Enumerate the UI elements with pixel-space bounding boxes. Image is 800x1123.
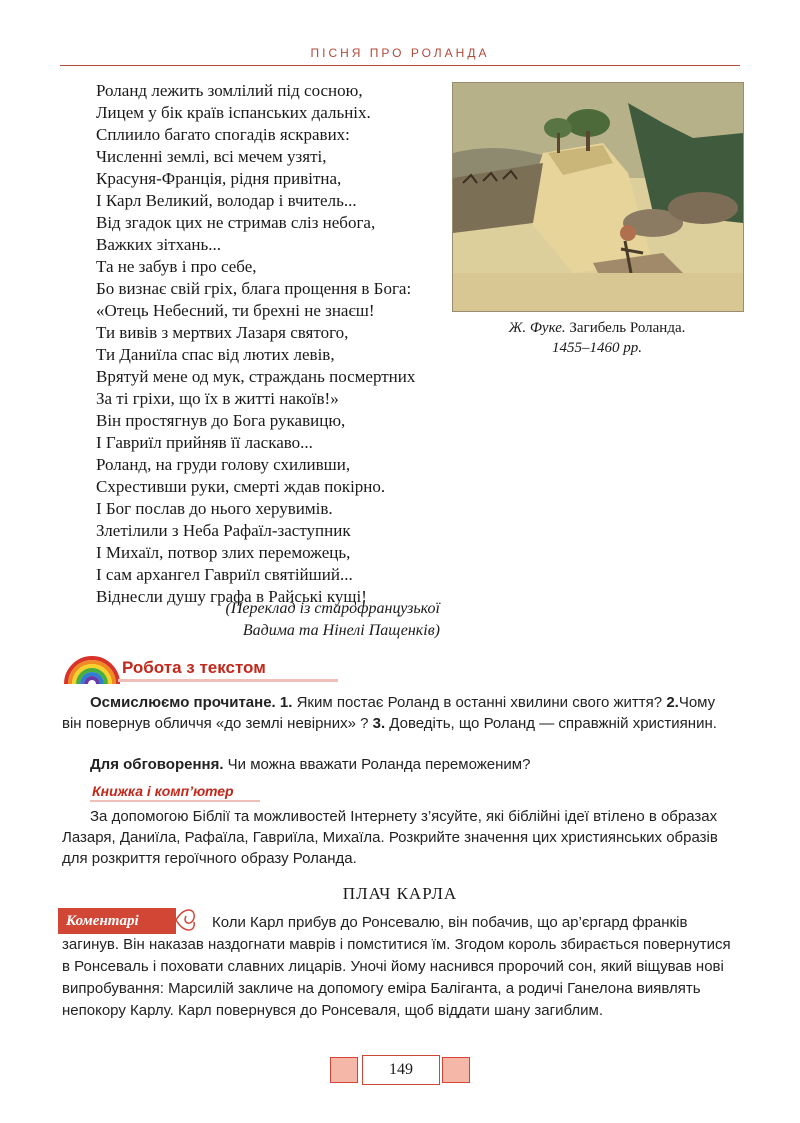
poem-line: Ти Даниїла спас від лютих левів, xyxy=(96,345,335,364)
page-number-decoration xyxy=(330,1057,358,1083)
poem-line: Лицем у бік країв іспанських дальніх. xyxy=(96,103,371,122)
task2-text: Чому він повернув обличчя «до землі невірних» ? xyxy=(62,694,716,732)
section-underline xyxy=(118,679,338,682)
task3-label: 3. xyxy=(372,715,386,732)
poem-line: Сплиило багато спогадів яскравих: xyxy=(96,125,350,144)
poem-line: Ти вивів з мертвих Лазаря святого, xyxy=(96,323,349,342)
poem-line: Численні землі, всі мечем узяті, xyxy=(96,147,327,166)
caption-line-1 xyxy=(452,318,742,338)
poem-line: Злетілили з Неба Рафаїл-заступник xyxy=(96,521,351,540)
discussion-block xyxy=(62,754,738,775)
discussion-text: Чи можна вважати Роланда переможеним? xyxy=(223,756,531,773)
poem-line: Красуня-Франція, рідня привітна, xyxy=(96,169,342,188)
page-number-decoration xyxy=(442,1057,470,1083)
caption-years xyxy=(452,338,742,358)
poem-line: І сам архангел Гавриїл святійший... xyxy=(96,565,353,584)
task1-text: Яким постає Роланд в останні хвилини свого життя? xyxy=(292,694,663,711)
comments-label: Коментарі xyxy=(58,908,176,934)
poem-line: За ті гріхи, що їх в житті накоїв!» xyxy=(96,389,339,408)
poem-line: І Михаїл, потвор злих переможець, xyxy=(96,543,351,562)
discussion-label: Для обговорення. xyxy=(90,756,224,773)
poem-line: І Карл Великий, володар і вчитель... xyxy=(96,191,357,210)
task2-label: 2. xyxy=(666,694,679,711)
translation-line: (Переклад із старофранцузької xyxy=(225,600,440,617)
plach-title: ПЛАЧ КАРЛА xyxy=(342,884,458,903)
book-computer-text: За допомогою Біблії та можливостей Інтернету з’ясуйте, які біблійні ідеї втілено в образах Лазаря, Даниїла, Рафаїла, Гавриїла, Михаїла. Розкрийте значення цих християнських образів для розкриття героїчного образу Роланда. xyxy=(62,808,718,867)
poem-line: «Отець Небесний, ти брехні не знаєш! xyxy=(96,301,375,320)
page-number: 149 xyxy=(362,1055,440,1085)
poem-line: І Бог послав до нього херувимів. xyxy=(96,499,333,518)
poem-line: Важких зітхань... xyxy=(96,235,222,254)
poem-line: Бо визнає свій гріх, блага прощення в Бога: xyxy=(96,279,412,298)
poem-line: Врятуй мене од мук, страждань посмертних xyxy=(96,367,416,386)
caption-years-text: 1455–1460 рр. xyxy=(552,340,642,356)
poem-line: І Гавриїл прийняв її ласкаво... xyxy=(96,433,313,452)
painting-caption xyxy=(452,318,742,358)
task1-label: Осмислюємо прочитане. 1. xyxy=(90,694,293,711)
painting-image xyxy=(453,83,743,311)
painting-illustration xyxy=(452,82,744,312)
task3-text: Доведіть, що Роланд — справжній християнин. xyxy=(385,715,717,732)
header-rule xyxy=(60,65,740,66)
caption-author: Ж. Фуке. xyxy=(508,320,566,336)
comment-text: Коли Карл прибув до Ронсевалю, він побачив, що ар’єргард франків загинув. Він наказав наздогнати маврів і помститися їм. Згодом король збирається повернутися в Ронсеваль і поховати славних лицарів. Уночі йому наснився пророчий сон, який віщував нові випробування: Марсилій закличе на допомогу еміра Балiганта, а родичі Ганелона виявлять непокору Карлу. Карл повернувся до Ронсеваля, щоб віддати шану загиблим. xyxy=(62,914,731,1019)
poem xyxy=(96,80,446,608)
caption-title: Загибель Роланда. xyxy=(565,320,686,336)
translation-credit xyxy=(200,598,440,642)
poem-line: Схрестивши руки, смерті ждав покірно. xyxy=(96,477,386,496)
poem-line: Та не забув і про себе, xyxy=(96,257,257,276)
poem-line: Він простягнув до Бога рукавицю, xyxy=(96,411,346,430)
page-number-box xyxy=(330,1055,470,1083)
running-header: ПІСНЯ ПРО РОЛАНДА xyxy=(310,46,490,60)
rainbow-icon xyxy=(62,650,122,686)
book-computer-heading: Книжка і комп’ютер xyxy=(92,783,234,799)
poem-line: Віднесли душу графа в Райські кущі! xyxy=(96,587,367,606)
translation-line: Вадима та Нінелі Пащенків) xyxy=(242,622,440,639)
poem-line: Роланд, на груди голову схиливши, xyxy=(96,455,351,474)
section-title: Робота з текстом xyxy=(122,658,266,677)
poem-line: Від згадок цих не стримав сліз небога, xyxy=(96,213,376,232)
book-computer-underline xyxy=(90,800,260,802)
task-block xyxy=(62,692,738,734)
poem-line: Роланд лежить зомлілий під сосною, xyxy=(96,81,363,100)
section-header xyxy=(62,650,322,690)
